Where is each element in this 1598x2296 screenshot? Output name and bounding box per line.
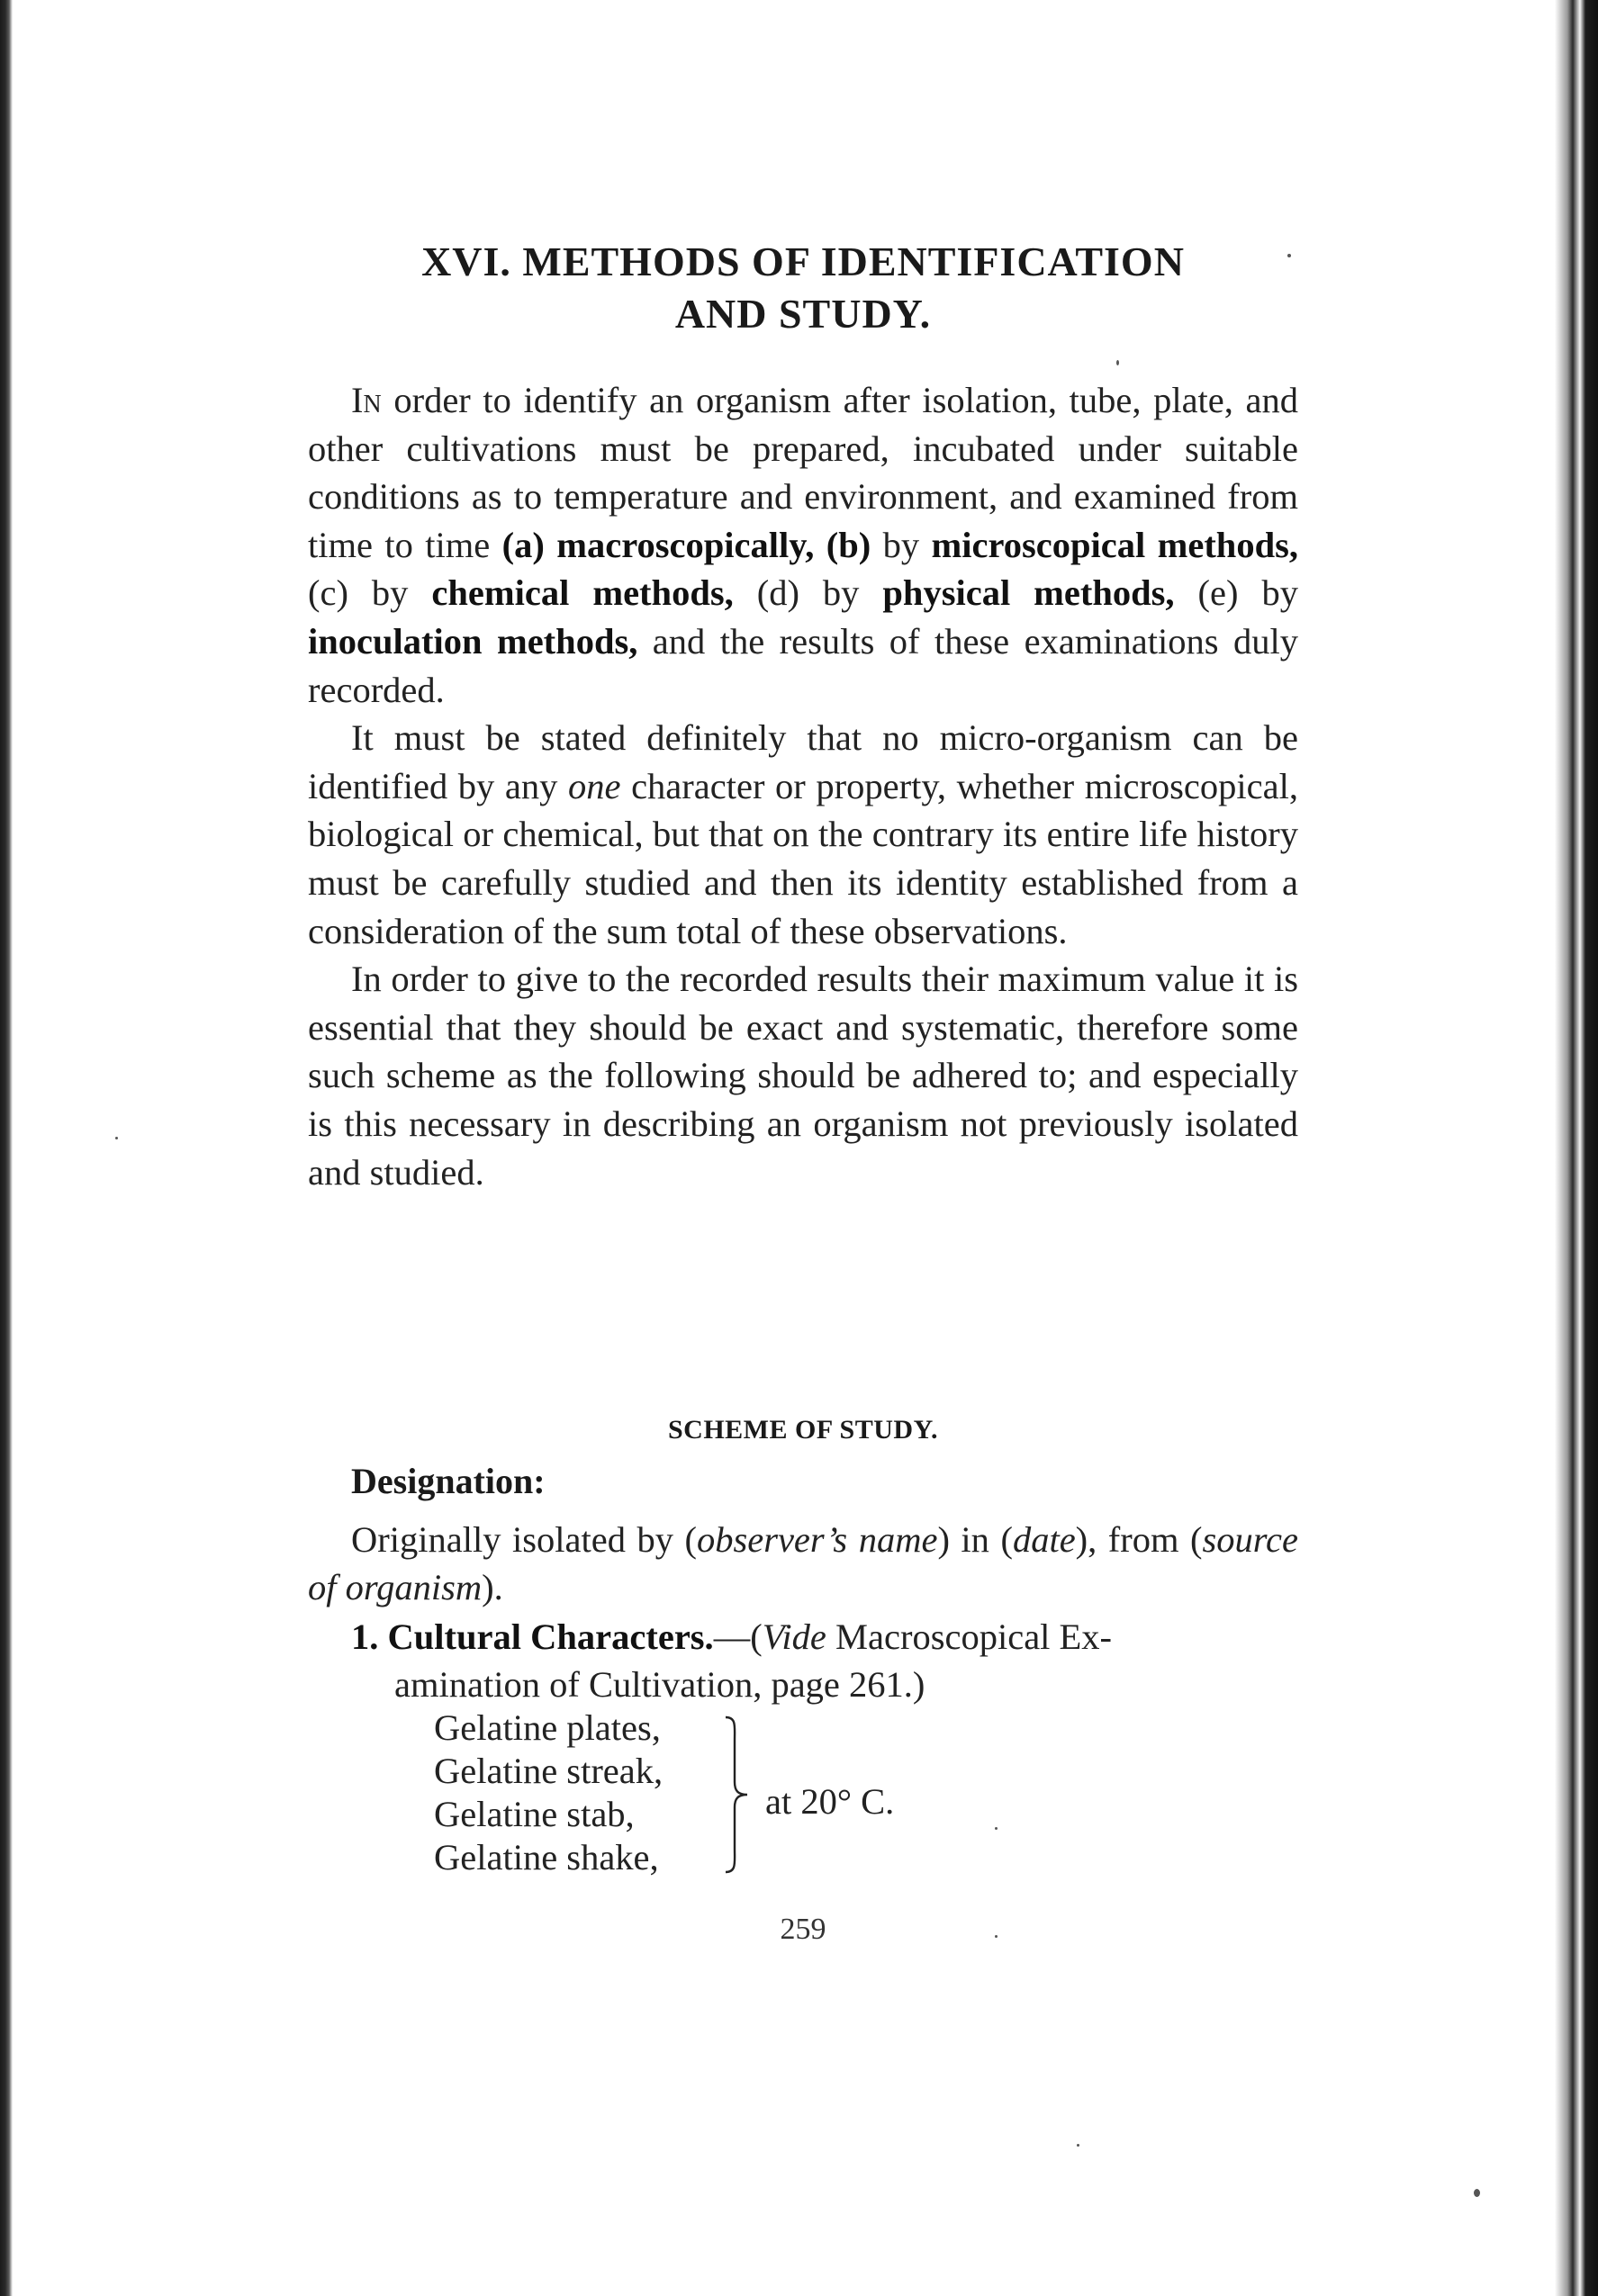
scan-speck (1287, 254, 1291, 257)
body-text (308, 376, 1298, 1196)
chapter-title (308, 236, 1298, 340)
scheme-heading: SCHEME OF STUDY. (667, 1415, 938, 1445)
designation-heading: Designation: (351, 1461, 546, 1501)
scan-speck (995, 1935, 998, 1938)
temperature-note: at 20° C. (765, 1781, 895, 1822)
originally-isolated-text: Originally isolated by (observer’s name) in (date), from (source of organism). (308, 1519, 1298, 1607)
cultural-characters-label: 1. Cultural Characters. (351, 1616, 714, 1657)
page-number: 259 (780, 1913, 826, 1946)
paragraph-1: In order to identify an organism after isolation, tube, plate, and other cultivations must be prepared, incubated under suitable conditions as to temperature and environment, and examined from time to time (a) macroscopically, (b) by microscopical methods, (c) by chemical methods, (d) by physical methods, (e) by inoculation methods, and the results of these examinations duly recorded. (308, 380, 1298, 710)
chapter-title-line-1: XVI. METHODS OF IDENTIFICATION (421, 239, 1185, 284)
scan-speck (115, 1137, 118, 1139)
media-item: Gelatine streak, (434, 1751, 664, 1791)
right-brace (720, 1714, 756, 1876)
scan-speck (1077, 2144, 1079, 2147)
scan-left-edge (0, 0, 13, 2296)
cultural-characters-item: 1. Cultural Characters.—(Vide Macroscopical Ex- amination of Cultivation, page 261.) (351, 1616, 1113, 1705)
scan-speck (995, 1827, 998, 1830)
scan-speck (1116, 360, 1119, 365)
media-item: Gelatine plates, (434, 1707, 661, 1748)
media-item: Gelatine stab, (434, 1794, 635, 1834)
paragraph-3: In order to give to the recorded results their maximum value it is essential that they should be exact and systematic, therefore some such scheme as the following should be adhered to; and especially is this necessary in describing an organism not previously isolated and studied. (308, 959, 1298, 1193)
media-list (434, 1706, 663, 1879)
scan-speck (1474, 2189, 1480, 2197)
paragraph-2: It must be stated definitely that no micro-organism can be identified by any one character or property, whether microscopical, biological or chemical, but that on the contrary its entire life history must be carefully studied and then its identity established from a consideration of the sum total of these observations. (308, 717, 1298, 951)
media-item: Gelatine shake, (434, 1837, 659, 1877)
chapter-title-line-2: AND STUDY. (674, 291, 932, 337)
scan-right-edge (1555, 0, 1598, 2296)
